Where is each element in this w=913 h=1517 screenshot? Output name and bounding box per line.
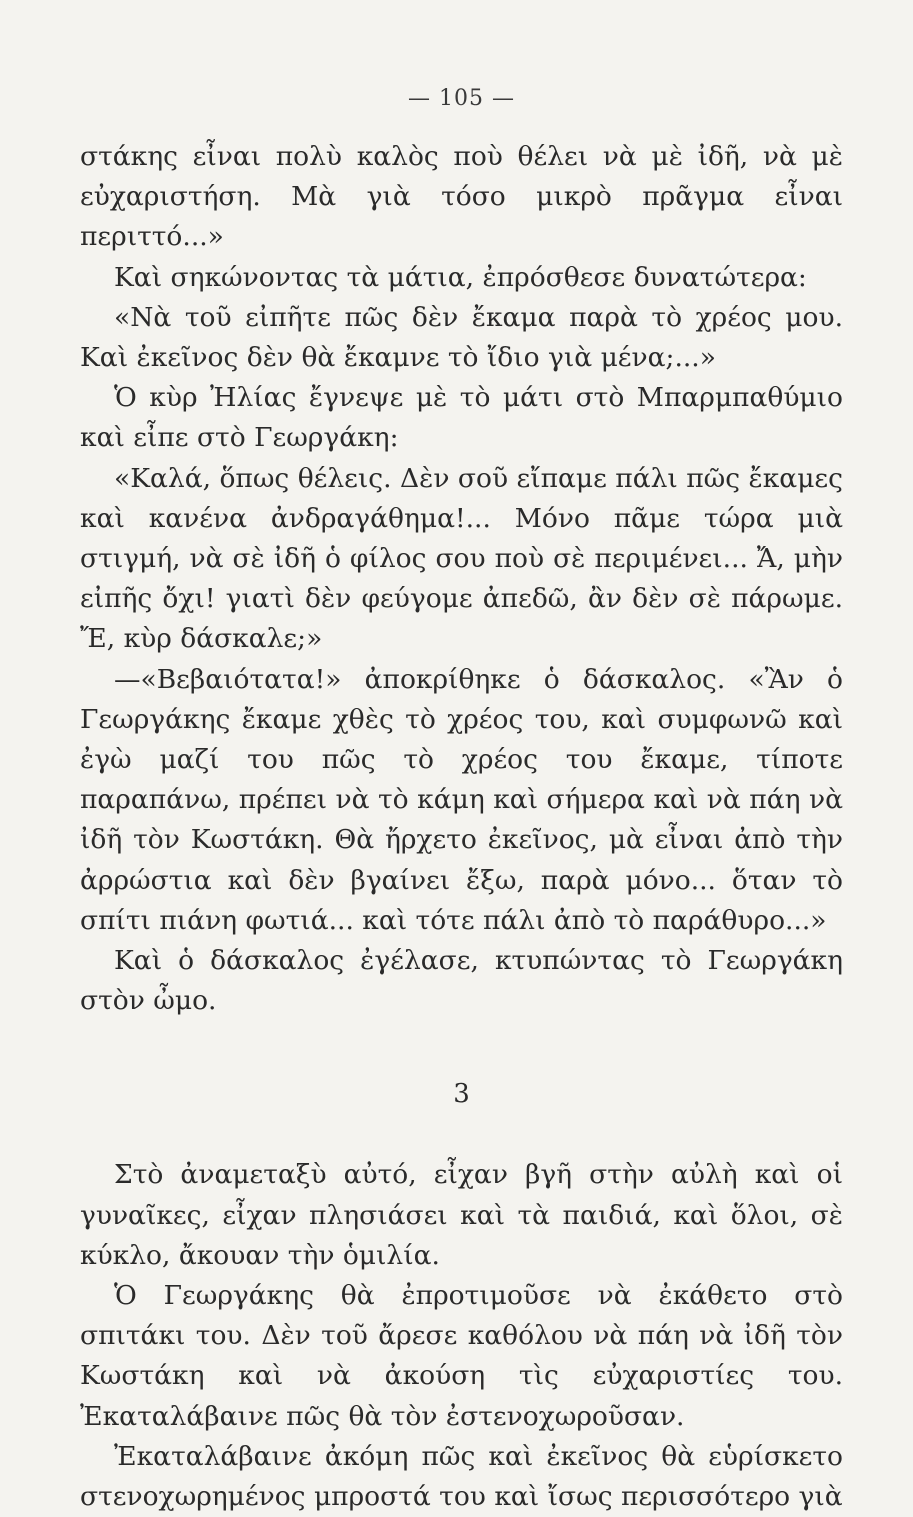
paragraph: Ἐκαταλάβαινε ἀκόμη πῶς καὶ ἐκεῖνος θὰ εὑρίσκετο στενοχωρημένος μπροστά του καὶ ἴσως περισσότερο γιὰ <box>80 1440 843 1513</box>
text-block-after-section <box>80 1155 843 1517</box>
paragraph: στάκης εἶναι πολὺ καλὸς ποὺ θέλει νὰ μὲ ἰδῆ, νὰ μὲ εὐχαριστήση. Μὰ γιὰ τόσο μικρὸ πρᾶγμα εἶναι περιττό...» <box>80 141 843 253</box>
paragraph: «Νὰ τοῦ εἰπῆτε πῶς δὲν ἔκαμα παρὰ τὸ χρέος μου. Καὶ ἐκεῖνος δὲν θὰ ἔκαμνε τὸ ἴδιο γιὰ μένα;...» <box>80 301 843 374</box>
paragraph: Ὁ Γεωργάκης θὰ ἐπροτιμοῦσε νὰ ἐκάθετο στὸ σπιτάκι του. Δὲν τοῦ ἄρεσε καθόλου νὰ πάη νὰ ἰδῆ τὸν Κωστάκη καὶ νὰ ἀκούση τὶς εὐχαριστίες του. Ἐκαταλάβαινε πῶς θὰ τὸν ἐστενοχωροῦσαν. <box>80 1280 843 1432</box>
paragraph: Στὸ ἀναμεταξὺ αὐτό, εἶχαν βγῆ στὴν αὐλὴ καὶ οἱ γυναῖκες, εἶχαν πλησιάσει καὶ τὰ παιδιά, καὶ ὅλοι, σὲ κύκλο, ἄκουαν τὴν ὁμιλία. <box>80 1159 843 1271</box>
paragraph: —«Βεβαιότατα!» ἀποκρίθηκε ὁ δάσκαλος. «Ἂν ὁ Γεωργάκης ἔκαμε χθὲς τὸ χρέος του, καὶ συμφωνῶ καὶ ἐγὼ μαζί του πῶς τὸ χρέος του ἔκαμε, τίποτε παραπάνω, πρέπει νὰ τὸ κάμη καὶ σήμερα καὶ νὰ πάη νὰ ἰδῆ τὸν Κωστάκη. Θὰ ἤρχετο ἐκεῖνος, μὰ εἶναι ἀπὸ τὴν ἀρρώστια καὶ δὲν βγαίνει ἔξω, παρὰ μόνο... ὅταν τὸ σπίτι πιάνη φωτιά... καὶ τότε πάλι ἀπὸ τὸ παράθυρο...» <box>80 663 843 936</box>
section-number: 3 <box>453 1079 470 1110</box>
paragraph: «Καλά, ὅπως θέλεις. Δὲν σοῦ εἴπαμε πάλι πῶς ἔκαμες καὶ κανένα ἀνδραγάθημα!... Μόνο πᾶμε τώρα μιὰ στιγμή, νὰ σὲ ἰδῆ ὁ φίλος σου ποὺ σὲ περιμένει... Ἄ, μὴν εἰπῆς ὄχι! γιατὶ δὲν φεύγομε ἀπεδῶ, ἂν δὲν σὲ πάρωμε. Ἔ, κὺρ δάσκαλε;» <box>80 462 843 655</box>
paragraph: Ὁ κὺρ Ἠλίας ἔγνεψε μὲ τὸ μάτι στὸ Μπαρμπαθύμιο καὶ εἶπε στὸ Γεωργάκη: <box>80 382 843 454</box>
paragraph: Καὶ σηκώνοντας τὰ μάτια, ἐπρόσθεσε δυνατώτερα: <box>114 261 807 293</box>
text-block-before-section <box>80 137 843 1021</box>
paragraph: Καὶ ὁ δάσκαλος ἐγέλασε, κτυπώντας τὸ Γεωργάκη στὸν ὦμο. <box>80 945 843 1017</box>
page-number: — 105 — <box>408 86 515 111</box>
